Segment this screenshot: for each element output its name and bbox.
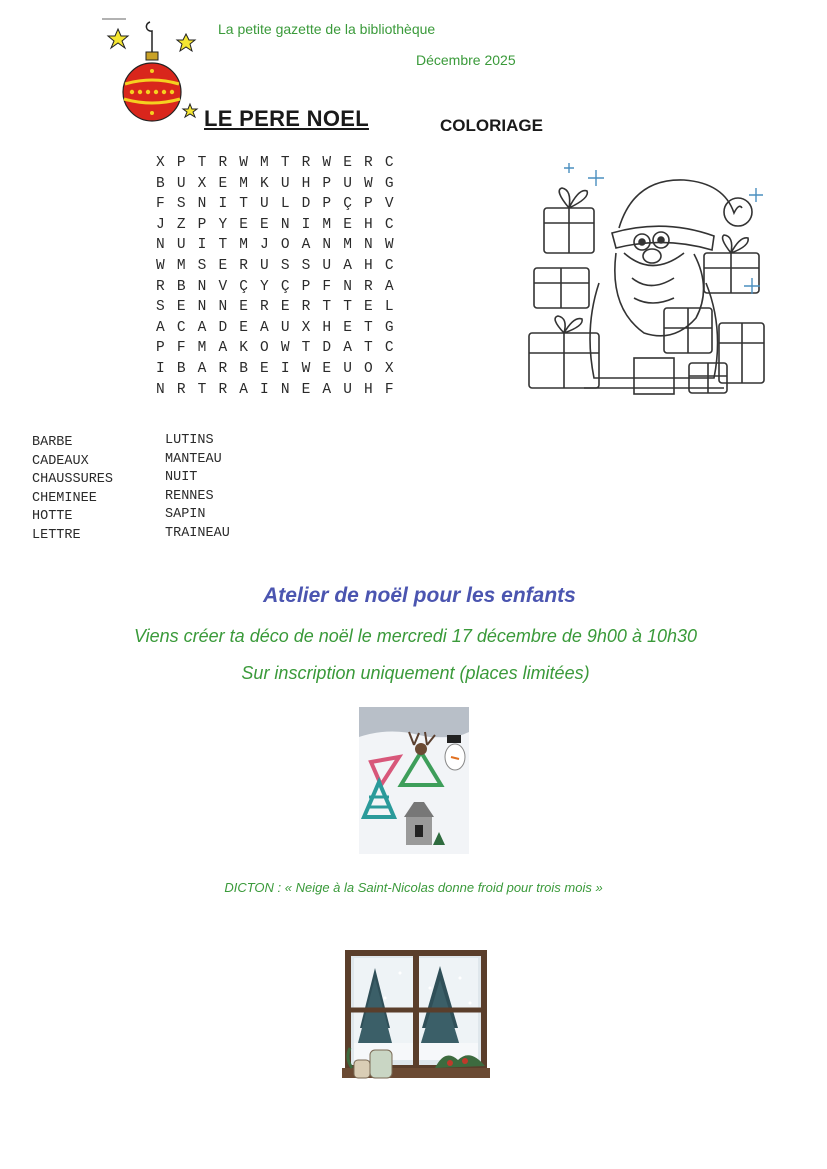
wordsearch-cell: T — [301, 340, 311, 357]
wordsearch-cell: E — [218, 175, 228, 192]
wordsearch-cell: E — [239, 299, 248, 316]
wordsearch-cell: R — [301, 299, 311, 316]
wordsearch-cell: O — [260, 340, 269, 357]
wordsearch-cell: I — [218, 196, 228, 213]
wordsearch-cell: A — [260, 319, 269, 336]
wordsearch-cell: T — [280, 155, 290, 171]
wordsearch-cell: F — [322, 278, 332, 295]
wordsearch-cell: T — [197, 381, 207, 398]
wordsearch-cell: N — [218, 299, 228, 316]
wordsearch-cell: E — [322, 360, 332, 377]
wordsearch-row — [150, 297, 400, 318]
wordsearch-cell: U — [280, 319, 290, 336]
wordsearch-cell: R — [218, 360, 228, 377]
wordsearch-cell: F — [384, 381, 394, 398]
wordsearch-cell: Ç — [343, 196, 352, 213]
atelier-description: Viens créer ta déco de noël le mercredi 17 décembre de 9h00 à 10h30 — [133, 626, 698, 646]
word-list-item: CHEMINEE — [32, 490, 97, 506]
wordsearch-cell: Ç — [280, 278, 290, 295]
wordsearch-cell: A — [384, 278, 394, 295]
wordsearch-cell: T — [218, 237, 228, 254]
word-list-item: HOTTE — [32, 509, 73, 525]
wordsearch-cell: R — [218, 381, 228, 398]
wordsearch-row — [150, 235, 400, 256]
wordsearch-cell: G — [384, 175, 394, 192]
wordsearch-cell: T — [343, 299, 352, 316]
wordsearch-cell: D — [301, 196, 311, 213]
coloring-title: COLORIAGE — [440, 116, 543, 135]
wordsearch-cell: L — [280, 196, 290, 213]
wordsearch-cell: S — [301, 257, 311, 274]
word-list-item: TRAINEAU — [165, 525, 230, 541]
wordsearch-cell: S — [197, 257, 207, 274]
wordsearch-cell: U — [260, 257, 269, 274]
atelier-registration: Sur inscription uniquement (places limitées) — [241, 663, 590, 683]
wordsearch-grid — [150, 153, 400, 400]
wordsearch-cell: S — [176, 196, 186, 213]
wordsearch-cell: M — [197, 340, 207, 357]
wordsearch-cell: R — [260, 299, 269, 316]
wordsearch-cell: A — [343, 340, 352, 357]
wordsearch-cell: N — [197, 196, 207, 213]
wordsearch-cell: T — [364, 340, 373, 357]
wordsearch-cell: J — [156, 216, 165, 233]
wordsearch-cell: A — [301, 237, 311, 254]
word-list-item: CHAUSSURES — [32, 472, 114, 488]
wordsearch-cell: T — [197, 155, 207, 171]
wordsearch-cell: E — [239, 216, 248, 233]
wordsearch-cell: C — [384, 257, 394, 274]
wordsearch-cell: R — [176, 381, 186, 398]
wordsearch-cell: X — [156, 155, 165, 171]
wordsearch-cell: F — [176, 340, 186, 357]
wordsearch-cell: Y — [260, 278, 269, 295]
wordsearch-cell: H — [364, 381, 373, 398]
wordsearch-cell: E — [343, 155, 352, 171]
wordsearch-row — [150, 359, 400, 380]
wordsearch-cell: T — [239, 196, 248, 213]
wordsearch-cell: M — [239, 175, 248, 192]
word-list-item: LUTINS — [165, 433, 214, 448]
atelier-title: Atelier de noël pour les enfants — [263, 584, 576, 607]
wordsearch-cell: D — [218, 319, 228, 336]
craft-ornaments-photo — [359, 707, 469, 854]
wordsearch-cell: N — [197, 299, 207, 316]
wordsearch-cell: A — [322, 381, 332, 398]
wordsearch-row — [150, 277, 400, 298]
wordsearch-cell: P — [156, 340, 165, 357]
wordsearch-cell: P — [322, 175, 332, 192]
wordsearch-row — [150, 153, 400, 174]
word-list-item: SAPIN — [165, 507, 206, 523]
wordsearch-cell: U — [280, 175, 290, 192]
wordsearch-cell: M — [343, 237, 352, 254]
wordsearch-cell: N — [280, 216, 290, 233]
wordsearch-cell: X — [384, 360, 394, 377]
wordsearch-cell: W — [322, 155, 332, 171]
wordsearch-cell: O — [364, 360, 373, 377]
wordsearch-cell: K — [260, 175, 269, 192]
wordsearch-cell: M — [176, 257, 186, 274]
wordsearch-cell: N — [322, 237, 332, 254]
word-list-item: NUIT — [165, 470, 198, 486]
wordsearch-cell: N — [156, 381, 165, 398]
wordsearch-cell: P — [197, 216, 207, 233]
wordsearch-row — [150, 380, 400, 401]
wordsearch-cell: P — [322, 196, 332, 213]
word-list-item: BARBE — [32, 435, 73, 450]
wordsearch-cell: T — [364, 319, 373, 336]
wordsearch-cell: X — [197, 175, 207, 192]
wordsearch-row — [150, 256, 400, 277]
wordsearch-cell: B — [176, 278, 186, 295]
wordsearch-cell: C — [384, 340, 394, 357]
wordsearch-cell: A — [343, 257, 352, 274]
wordsearch-cell: P — [364, 196, 373, 213]
wordsearch-cell: I — [260, 381, 269, 398]
wordsearch-cell: E — [301, 381, 311, 398]
winter-window-illustration — [340, 948, 492, 1096]
wordsearch-row — [150, 194, 400, 215]
wordsearch-cell: J — [260, 237, 269, 254]
wordsearch-cell: P — [301, 278, 311, 295]
wordsearch-cell: N — [197, 278, 207, 295]
wordsearch-cell: N — [156, 237, 165, 254]
wordsearch-cell: B — [156, 175, 165, 192]
wordsearch-cell: W — [364, 175, 373, 192]
word-list-col2 — [165, 432, 230, 544]
wordsearch-cell: O — [280, 237, 290, 254]
wordsearch-cell: H — [364, 257, 373, 274]
wordsearch-cell: S — [156, 299, 165, 316]
wordsearch-cell: M — [239, 237, 248, 254]
wordsearch-cell: R — [239, 257, 248, 274]
wordsearch-cell: G — [384, 319, 394, 336]
wordsearch-cell: V — [384, 196, 394, 213]
wordsearch-cell: U — [176, 237, 186, 254]
wordsearch-cell: W — [301, 360, 311, 377]
wordsearch-cell: R — [156, 278, 165, 295]
wordsearch-cell: I — [301, 216, 311, 233]
wordsearch-cell: Ç — [239, 278, 248, 295]
gazette-date: Décembre 2025 — [416, 52, 516, 68]
wordsearch-cell: A — [218, 340, 228, 357]
wordsearch-cell: A — [239, 381, 248, 398]
wordsearch-cell: A — [197, 319, 207, 336]
wordsearch-cell: R — [364, 155, 373, 171]
wordsearch-cell: I — [197, 237, 207, 254]
wordsearch-cell: U — [260, 196, 269, 213]
wordsearch-cell: C — [384, 216, 394, 233]
wordsearch-cell: E — [239, 319, 248, 336]
wordsearch-cell: W — [280, 340, 290, 357]
wordsearch-cell: B — [239, 360, 248, 377]
wordsearch-cell: R — [301, 155, 311, 171]
wordsearch-cell: R — [218, 155, 228, 171]
wordsearch-cell: W — [156, 257, 165, 274]
word-list-col1 — [32, 434, 113, 546]
wordsearch-cell: S — [280, 257, 290, 274]
wordsearch-cell: E — [280, 299, 290, 316]
wordsearch-cell: V — [218, 278, 228, 295]
wordsearch-cell: U — [343, 360, 352, 377]
wordsearch-cell: P — [176, 155, 186, 171]
word-list-item: MANTEAU — [165, 451, 222, 467]
wordsearch-cell: D — [322, 340, 332, 357]
wordsearch-cell: I — [280, 360, 290, 377]
wordsearch-cell: Y — [218, 216, 228, 233]
wordsearch-cell: E — [260, 360, 269, 377]
wordsearch-cell: C — [176, 319, 186, 336]
wordsearch-cell: Z — [176, 216, 186, 233]
wordsearch-cell: X — [301, 319, 311, 336]
wordsearch-cell: K — [239, 340, 248, 357]
word-list-item: CADEAUX — [32, 453, 89, 469]
santa-coloring-image — [524, 158, 772, 404]
wordsearch-cell: T — [322, 299, 332, 316]
wordsearch-cell: E — [343, 319, 352, 336]
wordsearch-cell: C — [384, 155, 394, 171]
wordsearch-cell: W — [384, 237, 394, 254]
wordsearch-cell: U — [322, 257, 332, 274]
wordsearch-cell: F — [156, 196, 165, 213]
wordsearch-cell: H — [322, 319, 332, 336]
wordsearch-cell: B — [176, 360, 186, 377]
gazette-title: La petite gazette de la bibliothèque — [218, 21, 436, 37]
wordsearch-cell: U — [343, 381, 352, 398]
wordsearch-cell: E — [260, 216, 269, 233]
wordsearch-cell: W — [239, 155, 248, 171]
wordsearch-cell: N — [343, 278, 352, 295]
wordsearch-cell: L — [384, 299, 394, 316]
wordsearch-cell: H — [301, 175, 311, 192]
wordsearch-cell: I — [156, 360, 165, 377]
wordsearch-cell: N — [280, 381, 290, 398]
word-list-item: LETTRE — [32, 527, 81, 543]
wordsearch-cell: M — [260, 155, 269, 171]
wordsearch-cell: N — [364, 237, 373, 254]
wordsearch-cell: A — [197, 360, 207, 377]
wordsearch-row — [150, 174, 400, 195]
wordsearch-cell: R — [364, 278, 373, 295]
wordsearch-cell: M — [322, 216, 332, 233]
wordsearch-cell: E — [218, 257, 228, 274]
christmas-ornament-icon — [100, 14, 210, 126]
wordsearch-row — [150, 318, 400, 339]
wordsearch-cell: U — [176, 175, 186, 192]
wordsearch-cell: A — [156, 319, 165, 336]
dicton-proverb: DICTON : « Neige à la Saint-Nicolas donne froid pour trois mois » — [224, 880, 603, 895]
wordsearch-cell: E — [343, 216, 352, 233]
wordsearch-cell: E — [176, 299, 186, 316]
word-list-item: RENNES — [165, 488, 214, 504]
wordsearch-cell: U — [343, 175, 352, 192]
wordsearch-cell: H — [364, 216, 373, 233]
wordsearch-row — [150, 338, 400, 359]
wordsearch-row — [150, 215, 400, 236]
wordsearch-cell: E — [364, 299, 373, 316]
wordsearch-title: LE PERE NOEL — [204, 106, 369, 131]
